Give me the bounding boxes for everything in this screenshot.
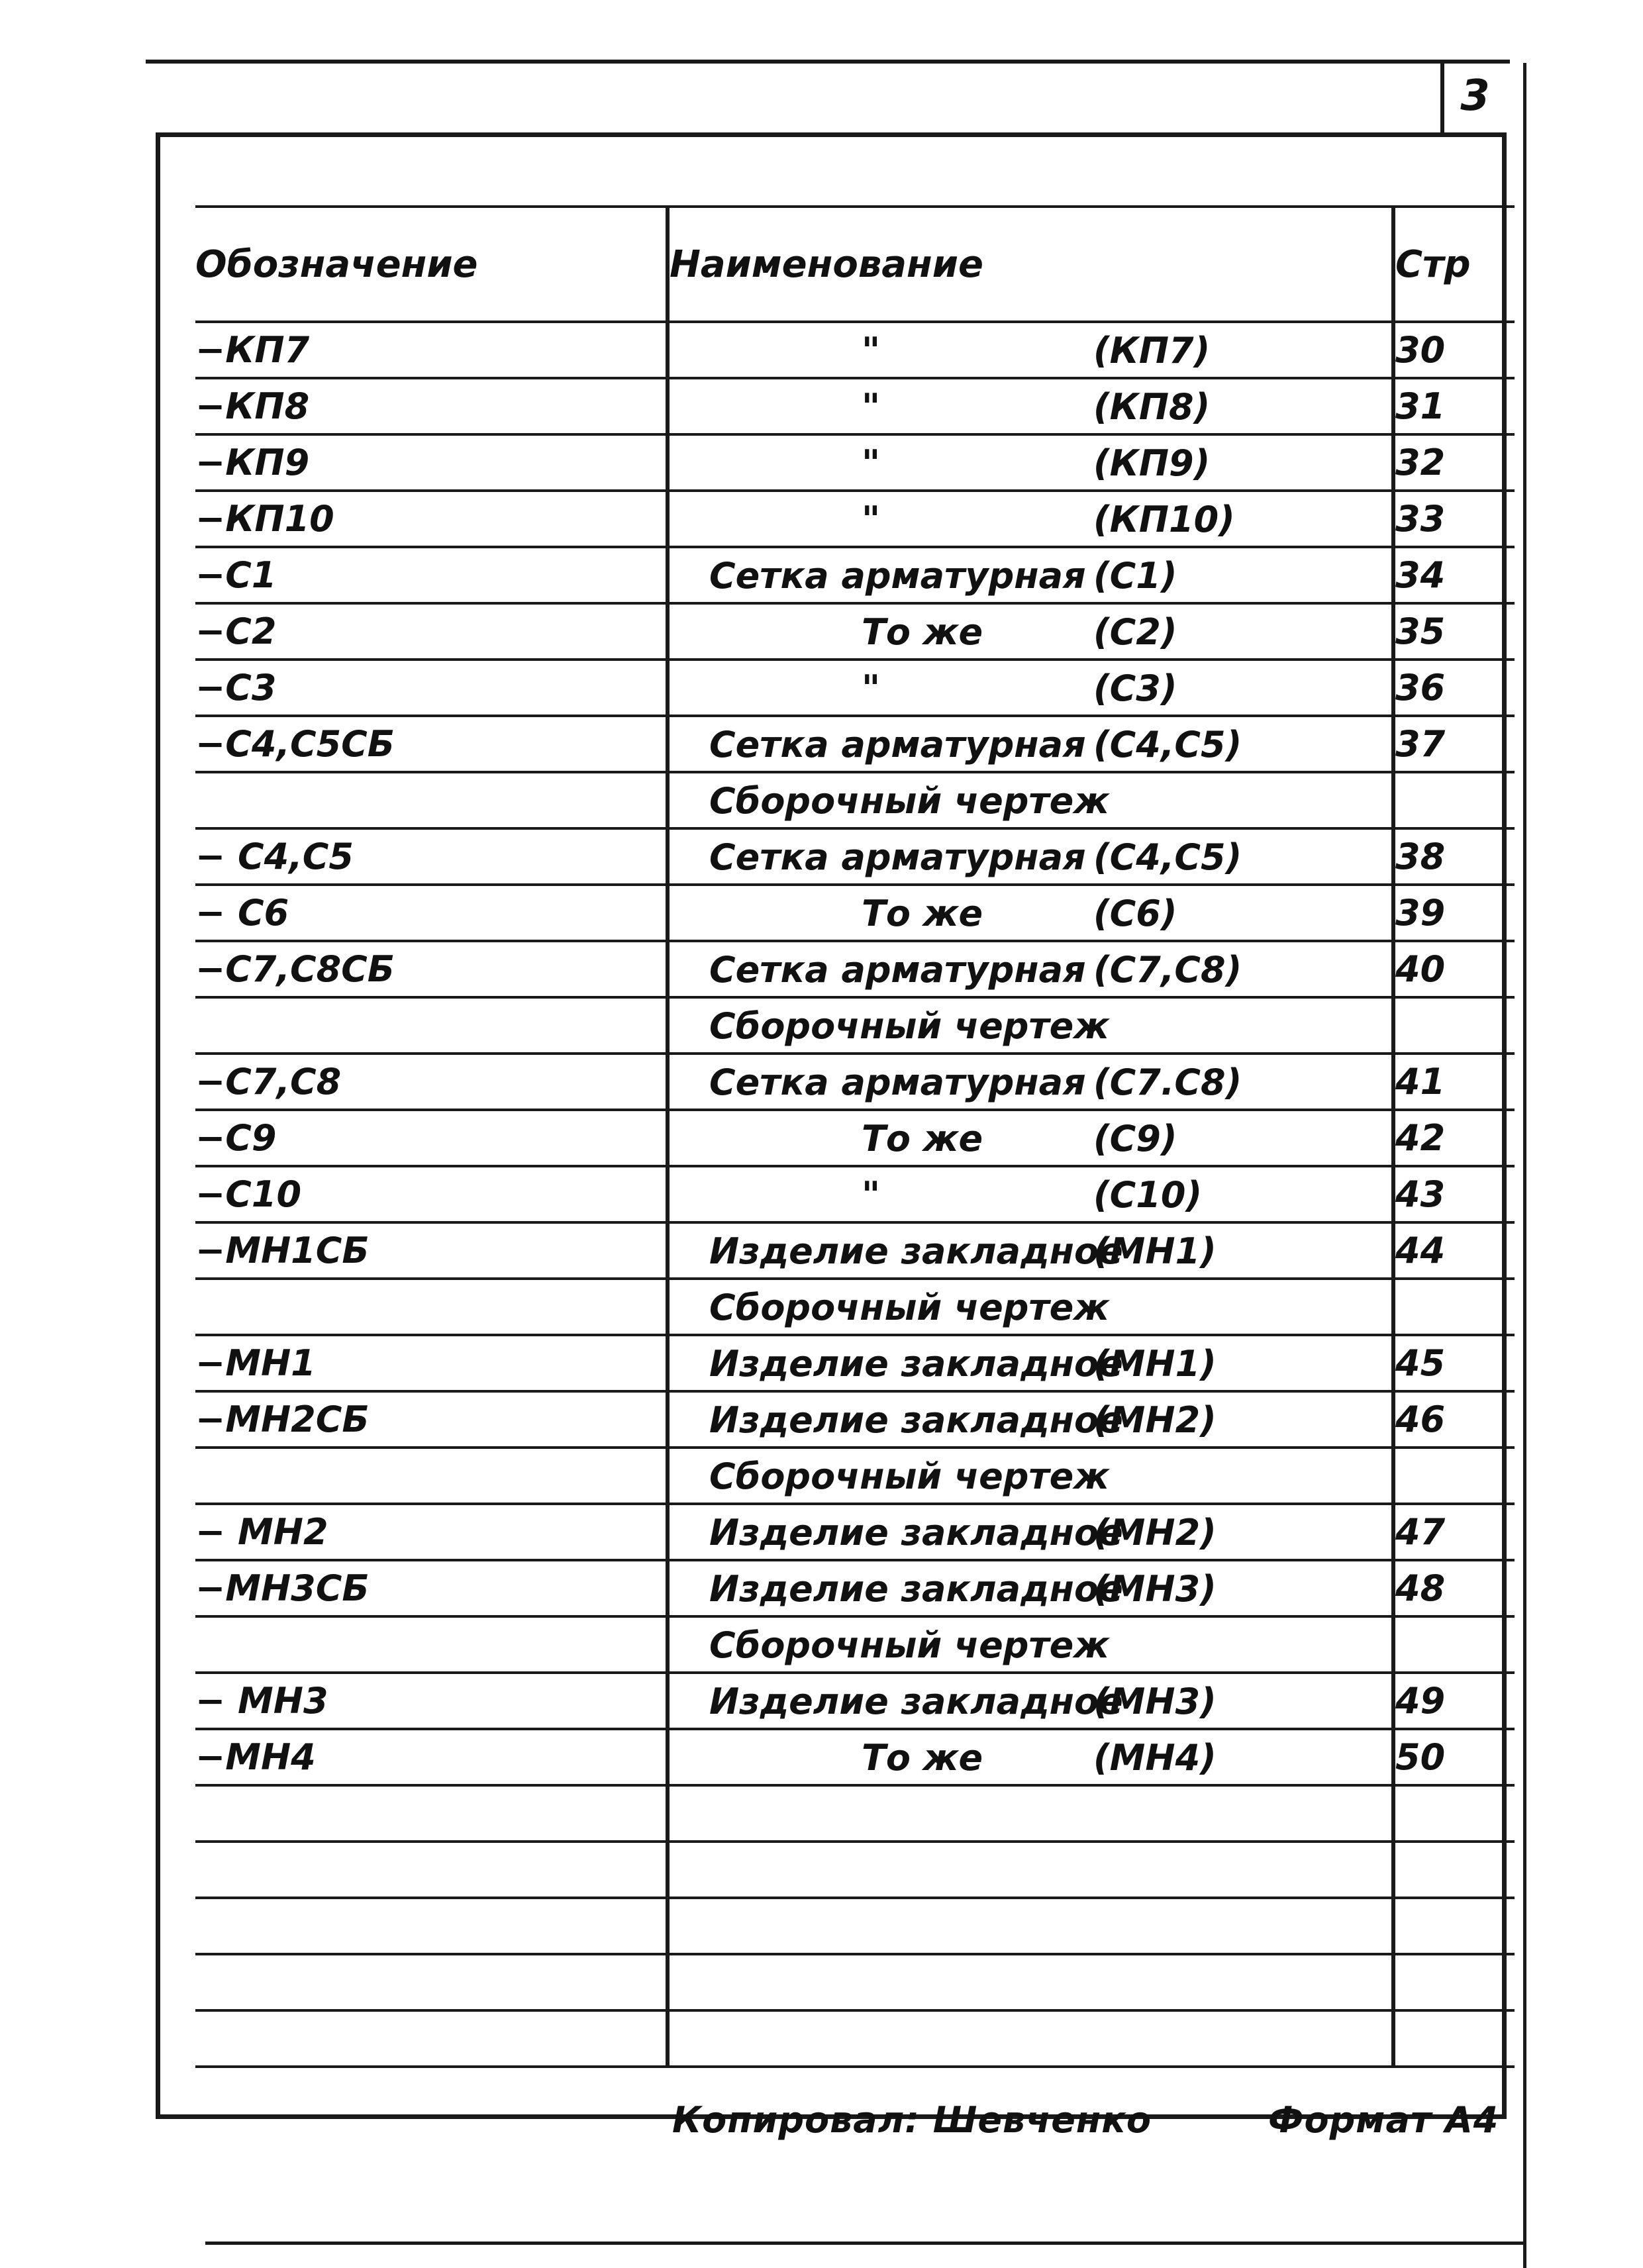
cell-page (1393, 1954, 1515, 2010)
item-code: (МН2) (1093, 1399, 1217, 1441)
cell-page: 45 (1393, 1335, 1515, 1391)
cell-page: 46 (1393, 1391, 1515, 1448)
item-name: То же (862, 1737, 983, 1779)
item-name: Сетка арматурная (709, 949, 1086, 991)
table-row (195, 378, 1515, 434)
item-code: (С6) (1093, 893, 1177, 934)
table-row (195, 828, 1515, 885)
item-name: " (862, 499, 881, 540)
table-row (195, 1785, 1515, 1842)
cell-page: 37 (1393, 716, 1515, 772)
cell-page (1393, 1448, 1515, 1504)
cell-page (1393, 2010, 1515, 2067)
table-row (195, 1616, 1515, 1673)
item-name: Сетка арматурная (709, 724, 1086, 765)
cell-designation: −С4,С5СБ (195, 716, 668, 772)
cell-name (668, 1166, 1393, 1222)
item-name: Сборочный чертеж (709, 780, 1110, 822)
cell-designation: −С9 (195, 1110, 668, 1166)
cell-designation: −МН4 (195, 1729, 668, 1785)
item-code: (КП9) (1093, 442, 1211, 484)
item-code: (С1) (1093, 555, 1177, 597)
cell-page (1393, 997, 1515, 1054)
table-row (195, 1729, 1515, 1785)
cell-name (668, 1335, 1393, 1391)
cell-page: 30 (1393, 322, 1515, 378)
cell-name (668, 1560, 1393, 1616)
table-row (195, 1898, 1515, 1954)
cell-page: 42 (1393, 1110, 1515, 1166)
table-row (195, 547, 1515, 603)
table-row (195, 1842, 1515, 1898)
cell-designation: −С2 (195, 603, 668, 660)
table-row (195, 716, 1515, 772)
cell-name (668, 491, 1393, 547)
cell-name (668, 1054, 1393, 1110)
cell-name (668, 2010, 1393, 2067)
cell-page: 48 (1393, 1560, 1515, 1616)
item-name: " (862, 667, 881, 709)
item-name: Изделие закладное (709, 1343, 1123, 1385)
cell-designation: − МН3 (195, 1673, 668, 1729)
item-name: То же (862, 893, 983, 934)
table-row (195, 885, 1515, 941)
table-header-row (195, 207, 1515, 322)
cell-name (668, 1729, 1393, 1785)
cell-page: 34 (1393, 547, 1515, 603)
cell-name (668, 1785, 1393, 1842)
cell-name (668, 1673, 1393, 1729)
cell-page: 50 (1393, 1729, 1515, 1785)
cell-page (1393, 772, 1515, 828)
item-code: (С7,С8) (1093, 949, 1242, 991)
cell-name (668, 772, 1393, 828)
table-row (195, 603, 1515, 660)
item-code: (КП10) (1093, 499, 1235, 540)
bottom-border-line (205, 2242, 1523, 2245)
cell-page: 32 (1393, 434, 1515, 491)
cell-designation (195, 1448, 668, 1504)
page-number-box (1440, 63, 1507, 136)
item-name: " (862, 442, 881, 484)
footer-format: Формат А4 (1268, 2099, 1499, 2141)
item-name: Сборочный чертеж (709, 1455, 1110, 1497)
header-name: Наименование (668, 207, 1393, 322)
cell-name (668, 1448, 1393, 1504)
cell-page (1393, 1842, 1515, 1898)
cell-page (1393, 1279, 1515, 1335)
cell-designation: −КП7 (195, 322, 668, 378)
page-number: 3 (1460, 72, 1491, 121)
cell-designation: − С4,С5 (195, 828, 668, 885)
cell-designation (195, 997, 668, 1054)
item-code: (МН4) (1093, 1737, 1217, 1779)
cell-designation: − С6 (195, 885, 668, 941)
cell-designation: −МН3СБ (195, 1560, 668, 1616)
table-row (195, 1673, 1515, 1729)
cell-page: 38 (1393, 828, 1515, 885)
table-row (195, 1391, 1515, 1448)
cell-page: 43 (1393, 1166, 1515, 1222)
cell-page: 31 (1393, 378, 1515, 434)
item-code: (МН3) (1093, 1681, 1217, 1722)
cell-name (668, 1110, 1393, 1166)
cell-page: 35 (1393, 603, 1515, 660)
cell-designation: −КП8 (195, 378, 668, 434)
cell-designation (195, 1842, 668, 1898)
cell-page: 49 (1393, 1673, 1515, 1729)
item-code: (МН1) (1093, 1230, 1217, 1272)
table-row (195, 434, 1515, 491)
item-name: Изделие закладное (709, 1399, 1123, 1441)
item-code: (С10) (1093, 1174, 1203, 1216)
cell-name (668, 1222, 1393, 1279)
item-name: Сетка арматурная (709, 836, 1086, 878)
table-row (195, 1448, 1515, 1504)
cell-name (668, 547, 1393, 603)
cell-name (668, 1616, 1393, 1673)
table-row (195, 1166, 1515, 1222)
item-code: (С9) (1093, 1118, 1177, 1159)
cell-name (668, 434, 1393, 491)
table-row (195, 1560, 1515, 1616)
item-code: (С7.С8) (1093, 1061, 1242, 1103)
cell-page (1393, 1898, 1515, 1954)
cell-name (668, 1504, 1393, 1560)
item-code: (С3) (1093, 667, 1177, 709)
cell-name (668, 1279, 1393, 1335)
cell-designation: −С10 (195, 1166, 668, 1222)
table-row (195, 1954, 1515, 2010)
item-name: " (862, 1174, 881, 1216)
cell-page: 44 (1393, 1222, 1515, 1279)
header-page: Стр (1393, 207, 1515, 322)
cell-page: 41 (1393, 1054, 1515, 1110)
cell-name (668, 885, 1393, 941)
right-border-line (1523, 63, 1526, 2268)
cell-designation: −МН2СБ (195, 1391, 668, 1448)
specification-table (195, 205, 1515, 2068)
item-code: (МН2) (1093, 1512, 1217, 1553)
cell-page: 47 (1393, 1504, 1515, 1560)
cell-designation (195, 1616, 668, 1673)
item-code: (С4,С5) (1093, 836, 1242, 878)
item-name: Изделие закладное (709, 1568, 1123, 1610)
cell-page: 39 (1393, 885, 1515, 941)
item-name: Сборочный чертеж (709, 1624, 1110, 1666)
cell-name (668, 1842, 1393, 1898)
table-row (195, 1335, 1515, 1391)
cell-name (668, 828, 1393, 885)
cell-designation: −С7,С8 (195, 1054, 668, 1110)
item-name: Изделие закладное (709, 1230, 1123, 1272)
table-row (195, 2010, 1515, 2067)
item-name: То же (862, 611, 983, 653)
table-row (195, 941, 1515, 997)
cell-designation (195, 772, 668, 828)
item-code: (С2) (1093, 611, 1177, 653)
cell-designation (195, 2010, 668, 2067)
item-name: То же (862, 1118, 983, 1159)
item-code: (МН3) (1093, 1568, 1217, 1610)
cell-designation: −МН1 (195, 1335, 668, 1391)
cell-name (668, 941, 1393, 997)
cell-designation (195, 1785, 668, 1842)
item-name: Изделие закладное (709, 1512, 1123, 1553)
cell-page (1393, 1785, 1515, 1842)
cell-name (668, 603, 1393, 660)
table-row (195, 1504, 1515, 1560)
table-row (195, 1110, 1515, 1166)
table-row (195, 1054, 1515, 1110)
table-row (195, 1279, 1515, 1335)
table-row (195, 772, 1515, 828)
cell-designation: −С3 (195, 660, 668, 716)
cell-designation (195, 1954, 668, 2010)
cell-page: 40 (1393, 941, 1515, 997)
item-code: (КП8) (1093, 386, 1211, 428)
item-name: Сетка арматурная (709, 555, 1086, 597)
item-name: Сборочный чертеж (709, 1287, 1110, 1328)
cell-name (668, 1954, 1393, 2010)
cell-designation (195, 1279, 668, 1335)
cell-designation: −С1 (195, 547, 668, 603)
item-name: Изделие закладное (709, 1681, 1123, 1722)
item-code: (МН1) (1093, 1343, 1217, 1385)
footer-copied-by: Копировал: Шевченко (672, 2099, 1152, 2141)
table-row (195, 660, 1515, 716)
table-row (195, 322, 1515, 378)
cell-name (668, 997, 1393, 1054)
cell-designation: − МН2 (195, 1504, 668, 1560)
item-name: Сетка арматурная (709, 1061, 1086, 1103)
item-name: " (862, 386, 881, 428)
cell-designation: −С7,С8СБ (195, 941, 668, 997)
item-name: " (862, 330, 881, 371)
item-name: Сборочный чертеж (709, 1005, 1110, 1047)
cell-page: 33 (1393, 491, 1515, 547)
item-code: (КП7) (1093, 330, 1211, 371)
cell-page: 36 (1393, 660, 1515, 716)
table-row (195, 1222, 1515, 1279)
header-designation: Обозначение (195, 207, 668, 322)
cell-designation (195, 1898, 668, 1954)
cell-designation: −МН1СБ (195, 1222, 668, 1279)
table-row (195, 491, 1515, 547)
table-row (195, 997, 1515, 1054)
table-body (195, 322, 1515, 2067)
cell-name (668, 716, 1393, 772)
item-code: (С4,С5) (1093, 724, 1242, 765)
top-border-line (146, 60, 1510, 64)
cell-designation: −КП9 (195, 434, 668, 491)
cell-designation: −КП10 (195, 491, 668, 547)
cell-name (668, 378, 1393, 434)
cell-name (668, 1898, 1393, 1954)
cell-name (668, 1391, 1393, 1448)
cell-name (668, 322, 1393, 378)
cell-page (1393, 1616, 1515, 1673)
cell-name (668, 660, 1393, 716)
